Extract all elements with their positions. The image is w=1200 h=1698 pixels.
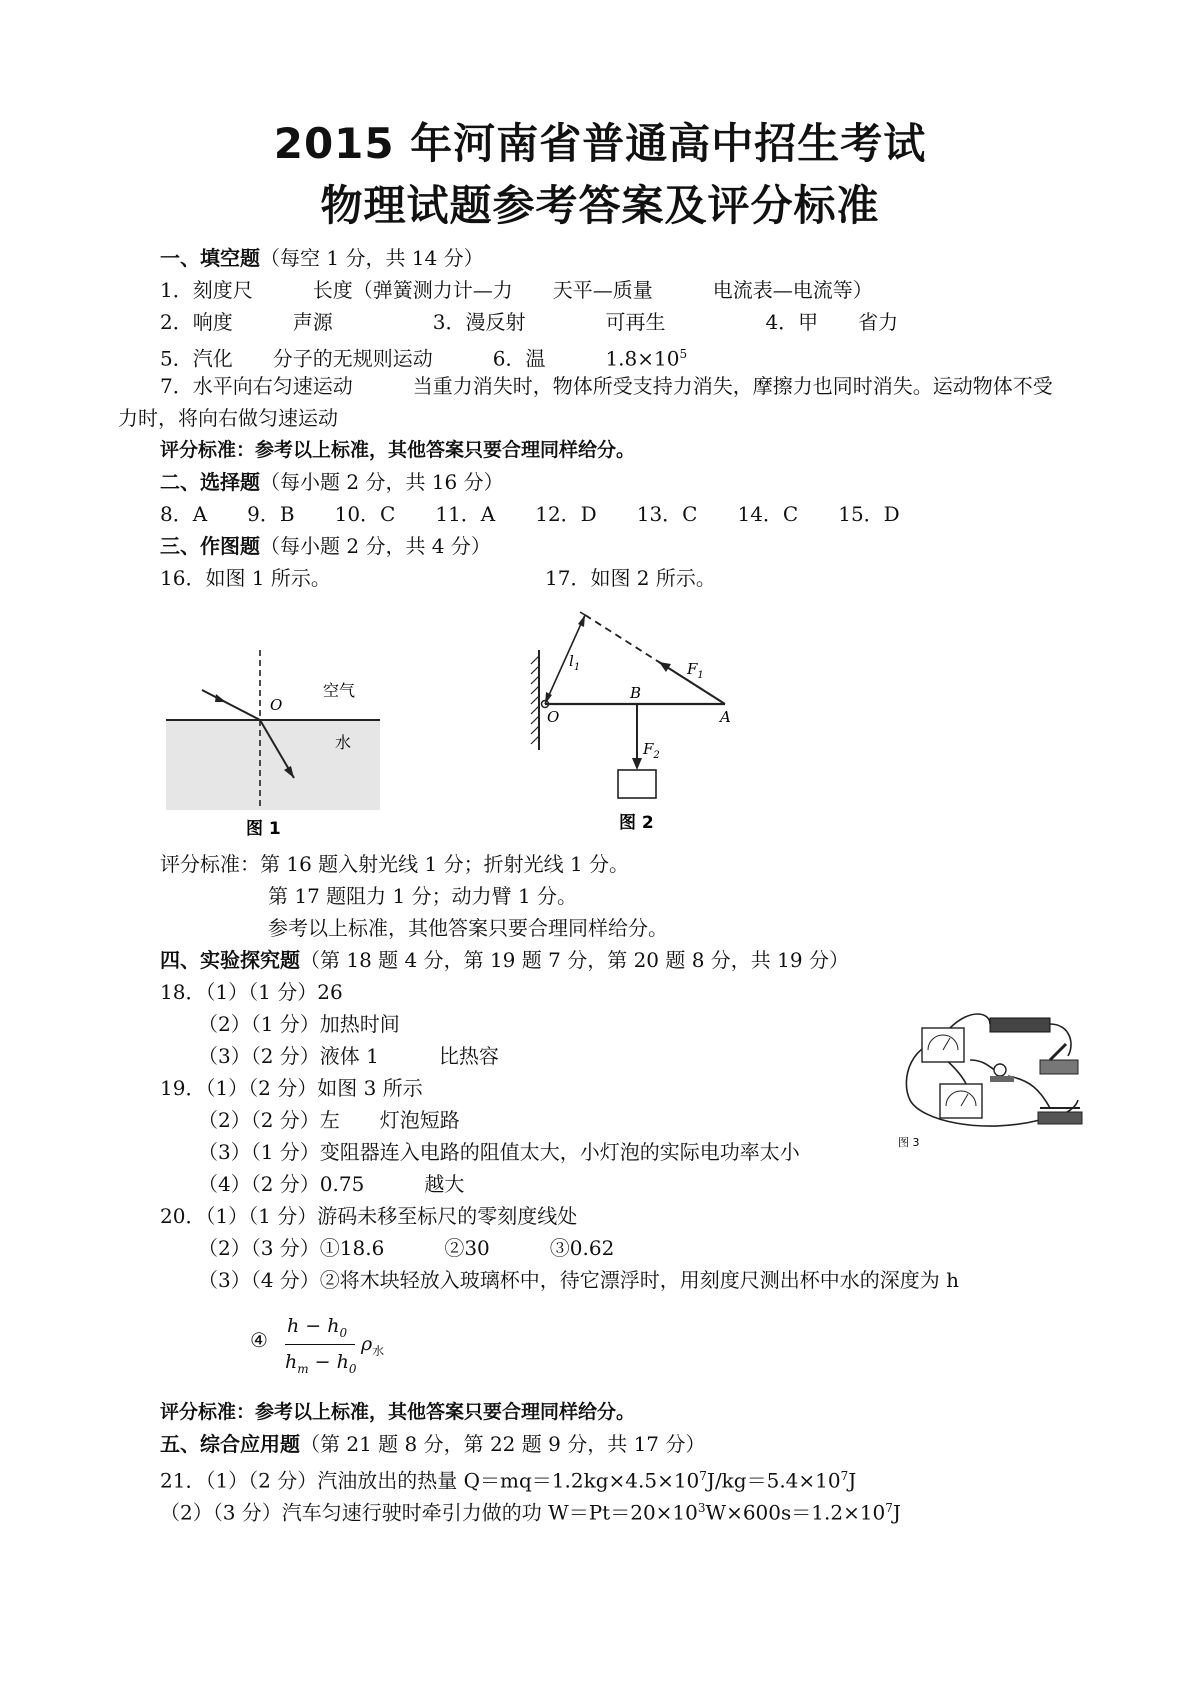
- section3-heading: 三、作图题: [160, 534, 260, 558]
- hanging-weight: [618, 770, 656, 798]
- q17-answer: 17．如图 2 所示。: [545, 566, 716, 590]
- battery: [990, 1018, 1050, 1032]
- q20-4-mark: ④: [250, 1328, 268, 1352]
- fraction-numerator: $h - h_0$: [287, 1315, 348, 1340]
- section2-heading: 二、选择题: [160, 470, 260, 494]
- q18-1: 18．（1）（1 分）26: [160, 980, 343, 1004]
- section3-scoring-line2: 第 17 题阻力 1 分；动力臂 1 分。: [268, 884, 578, 908]
- section5-heading: 五、综合应用题: [160, 1432, 300, 1456]
- doc-title-line1: 2015 年河南省普通高中招生考试: [273, 119, 927, 168]
- q19-4: （4）（2 分）0.75 越大: [198, 1172, 465, 1196]
- q20-1: 20．（1）（1 分）游码未移至标尺的零刻度线处: [160, 1204, 578, 1228]
- switch: [1040, 1060, 1078, 1074]
- q21-1: 21．（1）（2 分）汽油放出的热量 $Q=mq=1.2kg\times 4.5\times 10^7J/kg=5.4\times 10^7J$: [160, 1468, 857, 1493]
- section1-note: （每空 1 分，共 14 分）: [260, 246, 484, 270]
- wall-hatching: [531, 656, 539, 744]
- section2-header: [160, 470, 504, 494]
- right-angle-mark: [580, 612, 590, 618]
- fig2-label-l1: $l_1$: [569, 652, 581, 673]
- q2-4-answer: 2．响度 声源 3．漫反射 可再生 4．甲 省力: [160, 310, 899, 334]
- q5-6-answer: [160, 342, 687, 371]
- q16-answer: 16．如图 1 所示。: [160, 566, 331, 590]
- section2-note: （每小题 2 分，共 16 分）: [260, 470, 504, 494]
- figure-1-refraction: [160, 640, 390, 840]
- fig1-label-air: 空气: [323, 681, 356, 700]
- incident-ray: [202, 690, 260, 720]
- q6-exponent: 5: [679, 347, 688, 361]
- section2-answers: 8．A 9．B 10．C 11．A 12．D 13．C 14．C 15．D: [160, 502, 900, 526]
- q18-3: （3）（2 分）液体 1 比热容: [198, 1044, 499, 1068]
- q1-answer: 1．刻度尺 长度（弹簧测力计—力 天平—质量 电流表—电流等）: [160, 278, 873, 302]
- q19-1: 19．（1）（2 分）如图 3 所示: [160, 1076, 423, 1100]
- q20-3: （3）（4 分）②将木块轻放入玻璃杯中，待它漂浮时，用刻度尺测出杯中水的深度为 h: [198, 1268, 960, 1292]
- q20-2: （2）（3 分）①18.6 ②30 ③0.62: [198, 1236, 615, 1260]
- bulb-base: [990, 1076, 1014, 1082]
- fig2-label-a: A: [720, 708, 731, 726]
- section4-note: （第 18 题 4 分，第 19 题 7 分，第 20 题 8 分，共 19 分）: [300, 948, 849, 972]
- fraction-denominator: $h_m - h_0$: [285, 1351, 357, 1376]
- q21-2: （2）（3 分）汽车匀速行驶时牵引力做的功 $W=Pt=20\times 10^3W\times 600s=1.2\times 10^7J$: [160, 1500, 901, 1525]
- section3-header: [160, 534, 491, 558]
- section5-note: （第 21 题 8 分，第 22 题 9 分，共 17 分）: [300, 1432, 706, 1456]
- f1-arrow: [659, 662, 671, 672]
- section3-scoring-line1: 评分标准：第 16 题入射光线 1 分；折射光线 1 分。: [160, 852, 630, 876]
- l1-arrow-end: [578, 615, 585, 627]
- l1-arm: [545, 615, 585, 704]
- fig2-label-f2: $F_2$: [643, 740, 660, 761]
- rho-water: $\rho_水$: [361, 1333, 385, 1358]
- section1-scoring: 评分标准：参考以上标准，其他答案只要合理同样给分。: [160, 439, 636, 461]
- fig2-label-f1: $F_1$: [687, 660, 704, 681]
- q19-3: （3）（1 分）变阻器连入电路的阻值太大，小灯泡的实际电功率太小: [198, 1140, 800, 1164]
- fig2-label-o: O: [547, 708, 560, 726]
- section4-header: [160, 948, 849, 972]
- q19-2: （2）（2 分）左 灯泡短路: [198, 1108, 460, 1132]
- section4-heading: 四、实验探究题: [160, 948, 300, 972]
- q5-6-text: 5．汽化 分子的无规则运动 6．温 1.8×10: [160, 346, 680, 371]
- switch-lever: [1050, 1044, 1066, 1060]
- fig1-label-o: O: [270, 696, 283, 714]
- figure-3-circuit: [890, 1000, 1085, 1150]
- section3-note: （每小题 2 分，共 4 分）: [260, 534, 491, 558]
- section3-scoring-line3: 参考以上标准，其他答案只要合理同样给分。: [268, 916, 668, 940]
- q20-4-fraction: [285, 1310, 385, 1380]
- figure-2-lever: [525, 600, 755, 835]
- q7-answer-line2: 力时，将向右做匀速运动: [118, 406, 338, 430]
- doc-title-line2: 物理试题参考答案及评分标准: [320, 181, 880, 230]
- bulb: [994, 1064, 1006, 1076]
- q18-2: （2）（1 分）加热时间: [198, 1012, 400, 1036]
- fig1-caption: 图 1: [246, 819, 281, 839]
- fraction-bar: [285, 1344, 355, 1345]
- fig1-label-water: 水: [335, 733, 352, 752]
- q7-answer-line1: 7．水平向右匀速运动 当重力消失时，物体所受支持力消失，摩擦力也同时消失。运动物体不受: [160, 374, 1053, 398]
- fig2-label-b: B: [630, 684, 642, 702]
- section1-heading: 一、填空题: [160, 246, 260, 270]
- section1-header: [160, 246, 484, 270]
- section4-scoring: 评分标准：参考以上标准，其他答案只要合理同样给分。: [160, 1401, 636, 1423]
- incident-ray-arrow: [215, 694, 226, 702]
- fig2-caption: 图 2: [619, 813, 654, 833]
- fig3-caption: 图 3: [898, 1136, 920, 1149]
- rheostat: [1038, 1112, 1082, 1124]
- f2-arrow: [632, 758, 642, 770]
- section5-header: [160, 1432, 705, 1456]
